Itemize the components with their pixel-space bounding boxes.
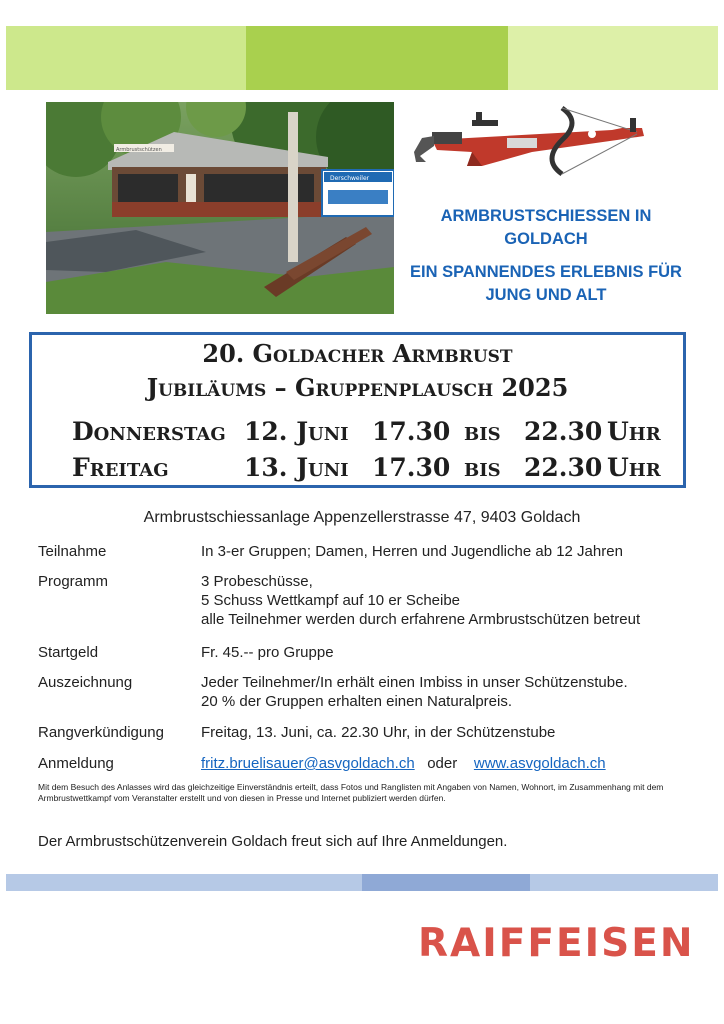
- photo-sign-left: Armbrustschützen: [116, 147, 162, 153]
- website-link[interactable]: www.asvgoldach.ch: [473, 755, 606, 772]
- band-segment: [362, 874, 530, 891]
- info-label: Auszeichnung: [38, 674, 133, 691]
- info-label: Anmeldung: [38, 755, 114, 772]
- info-value-line: 20 % der Gruppen erhalten einen Naturalpreis.: [201, 693, 513, 710]
- clubhouse-photo: [46, 102, 394, 314]
- event-title-line2: Jubiläums – Gruppenplausch 2025: [146, 373, 569, 402]
- headline: [404, 205, 688, 317]
- event-day: Freitag: [72, 453, 169, 482]
- event-title-line1: 20. Goldacher Armbrust: [202, 339, 513, 368]
- info-label: Rangverkündigung: [38, 724, 164, 741]
- info-value-line: 3 Probeschüsse,: [201, 573, 313, 590]
- band-segment: [246, 26, 508, 90]
- event-date: 13. Juni: [244, 453, 349, 482]
- info-value: In 3-er Gruppen; Damen, Herren und Jugendliche ab 12 Jahren: [201, 543, 623, 560]
- top-color-band: [6, 26, 718, 90]
- event-day-row: [32, 453, 683, 485]
- event-start: 17.30: [372, 417, 451, 446]
- photo-sign-right: Derschweiler: [330, 175, 370, 182]
- event-uhr: Uhr: [607, 453, 661, 482]
- info-value-line: Jeder Teilnehmer/In erhält einen Imbiss in unser Schützenstube.: [201, 674, 628, 691]
- event-start: 17.30: [372, 453, 451, 482]
- event-date: 12. Juni: [244, 417, 349, 446]
- crossbow-image: [412, 100, 658, 180]
- info-value: [201, 572, 721, 629]
- info-value: [201, 754, 721, 773]
- event-bis: bis: [464, 417, 501, 446]
- info-value: [201, 673, 721, 711]
- info-label: Startgeld: [38, 644, 99, 661]
- oder-text: oder: [427, 755, 458, 772]
- band-segment: [6, 26, 246, 90]
- event-box: [29, 332, 686, 488]
- raiffeisen-logo: RAIFFEISEN: [418, 921, 695, 966]
- info-label: Teilnahme: [38, 543, 107, 560]
- event-end: 22.30: [524, 417, 603, 446]
- band-segment: [530, 874, 718, 891]
- info-value: Freitag, 13. Juni, ca. 22.30 Uhr, in der Schützenstube: [201, 724, 556, 741]
- info-value-line: alle Teilnehmer werden durch erfahrene Armbrustschützen betreut: [201, 611, 641, 628]
- email-link[interactable]: fritz.bruelisauer@asvgoldach.ch: [201, 755, 415, 772]
- bottom-color-band: [6, 874, 718, 891]
- event-day: Donnerstag: [72, 417, 226, 446]
- event-day-row: [32, 417, 683, 449]
- event-uhr: Uhr: [607, 417, 661, 446]
- info-value-line: 5 Schuss Wettkampf auf 10 er Scheibe: [201, 592, 461, 609]
- info-value: Fr. 45.-- pro Gruppe: [201, 644, 334, 661]
- headline-line2: EIN SPANNENDES ERLEBNIS FÜR JUNG UND ALT: [410, 263, 682, 304]
- event-bis: bis: [464, 453, 501, 482]
- event-end: 22.30: [524, 453, 603, 482]
- disclaimer-text: Mit dem Besuch des Anlasses wird das gleichzeitige Einverständnis erteilt, dass Fotos und Ranglisten mit Angaben von Namen, Wohnort, im Zusammenhang mit dem Armbrustwettkampf vom Veranstalter erstellt und von diesen in Presse und Internet publiziert werden dürfen.: [38, 782, 664, 803]
- band-segment: [508, 26, 718, 90]
- band-segment: [6, 874, 362, 891]
- info-label: Programm: [38, 573, 109, 590]
- headline-line1: ARMBRUSTSCHIESSEN IN GOLDACH: [440, 207, 652, 248]
- closing-text: Der Armbrustschützenverein Goldach freut sich auf Ihre Anmeldungen.: [38, 833, 508, 850]
- venue-address: Armbrustschiessanlage Appenzellerstrasse 47, 9403 Goldach: [143, 509, 581, 526]
